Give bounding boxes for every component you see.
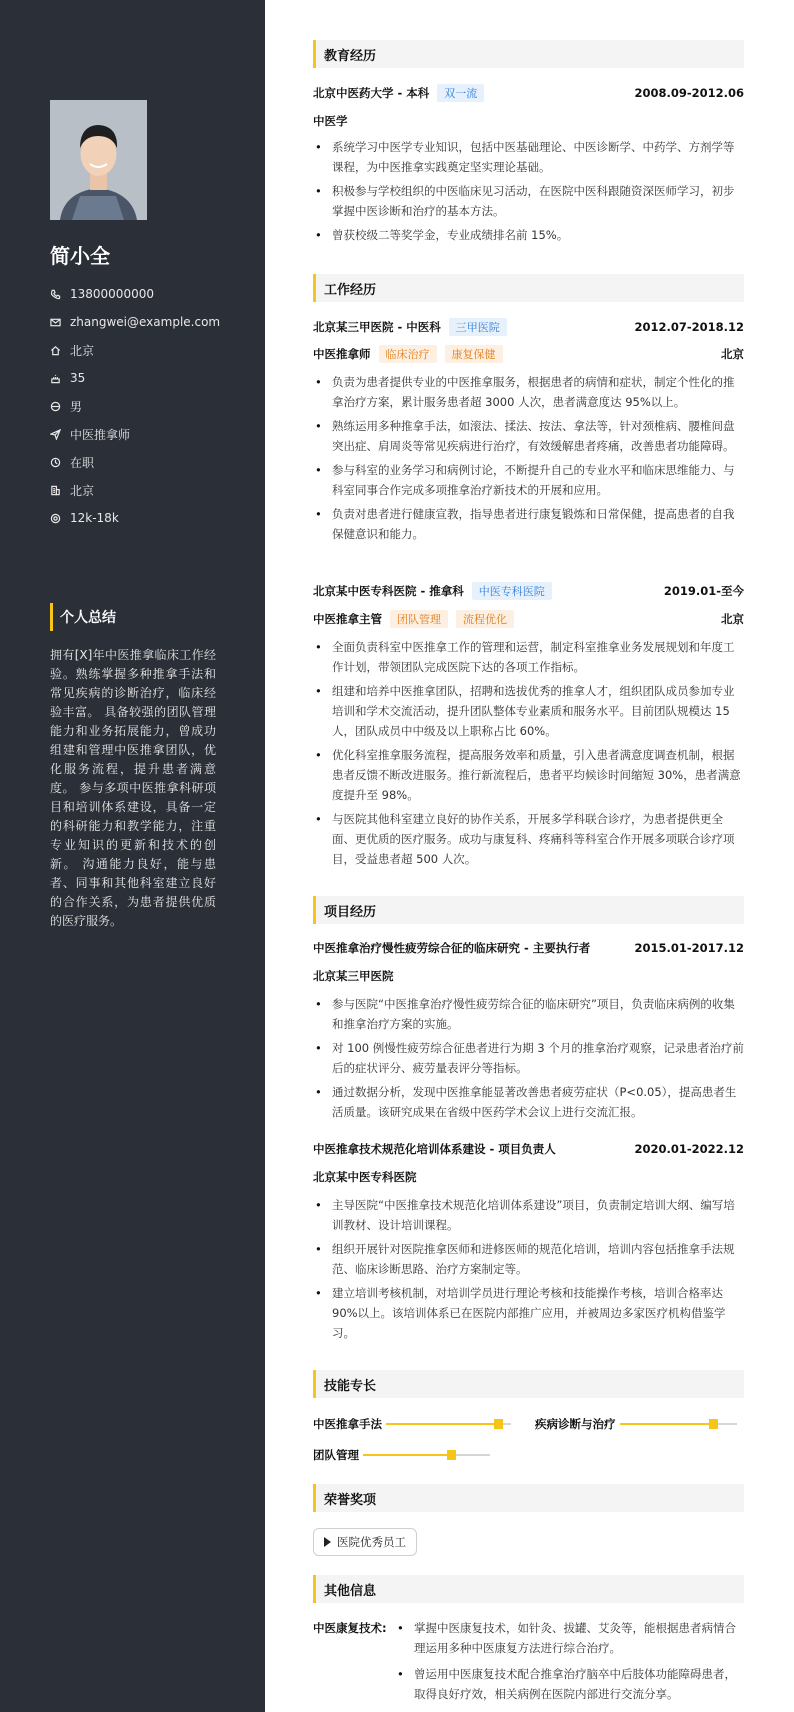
job-2-bullets <box>313 637 744 873</box>
education-bullets <box>313 137 744 249</box>
info-city <box>50 476 220 504</box>
info-gender-text: 男 <box>70 399 83 414</box>
job-1-date: 2012.07-2018.12 <box>634 320 744 334</box>
list-item: • 建立培训考核机制，对培训学员进行理论考核和技能操作考核，培训合格率达 90%以上。该培训体系已在医院内部推广应用，并被周边多家医疗机构借鉴学习。 <box>313 1283 744 1343</box>
project-1-name: 中医推拿治疗慢性疲劳综合征的临床研究 - 主要执行者 <box>313 941 591 955</box>
info-email <box>50 308 220 336</box>
skill-1-bar-fill <box>386 1423 499 1425</box>
honor-item-1-label: 医院优秀员工 <box>337 1535 406 1549</box>
job-2-tag: 中医专科医院 <box>472 582 552 600</box>
send-icon <box>50 429 70 440</box>
skill-item-2 <box>535 1416 737 1432</box>
list-item: • 优化科室推拿服务流程，提高服务效率和质量，引入患者满意度调查机制，根据患者反馈不断改进服务。推行新流程后，患者平均候诊时间缩短 30%，患者满意度提升至 98%。 <box>313 745 744 805</box>
list-item: • 通过数据分析，发现中医推拿能显著改善患者疲劳症状（P<0.05），提高患者生活质量。该研究成果在省级中医药学术会议上进行交流汇报。 <box>313 1082 744 1122</box>
info-email-text: zhangwei@example.com <box>70 315 221 329</box>
info-position-text: 中医推拿师 <box>70 427 131 442</box>
list-item: • 主导医院“中医推拿技术规范化培训体系建设”项目，负责制定培训大纲、编写培训教材、设计培训课程。 <box>313 1195 744 1235</box>
building-icon <box>50 485 70 496</box>
job-1-city: 北京 <box>721 347 744 361</box>
project-2-header <box>313 1141 744 1157</box>
info-position <box>50 420 220 448</box>
phone-icon <box>50 289 70 300</box>
info-status-text: 在职 <box>70 455 95 470</box>
contact-info-list <box>50 280 220 532</box>
mail-icon <box>50 317 70 328</box>
list-item: • 组织开展针对医院推拿医师和进修医师的规范化培训，培训内容包括推拿手法规范、临床诊断思路、治疗方案制定等。 <box>313 1239 744 1279</box>
job-1-tag-2: 康复保健 <box>445 345 503 363</box>
skill-2-bar-knob <box>709 1419 718 1429</box>
gender-icon <box>50 401 70 412</box>
project-2-date: 2020.01-2022.12 <box>634 1142 744 1156</box>
education-major: 中医学 <box>313 114 348 128</box>
skill-2-bar <box>620 1423 737 1425</box>
education-header <box>313 84 744 102</box>
list-item: • 曾获校级二等奖学金，专业成绩排名前 15%。 <box>313 225 744 245</box>
job-2-org: 北京某中医专科医院 - 推拿科 <box>313 584 464 598</box>
job-1-org: 北京某三甲医院 - 中医科 <box>313 320 441 334</box>
other-section-title: 其他信息 <box>313 1575 744 1603</box>
info-salary-text: 12k-18k <box>70 511 119 525</box>
age-icon <box>50 373 70 384</box>
skill-item-1 <box>313 1416 511 1432</box>
work-section-title: 工作经历 <box>313 274 744 302</box>
project-2-org: 北京某中医专科医院 <box>313 1170 417 1184</box>
skill-3-name: 团队管理 <box>313 1448 359 1462</box>
salary-icon <box>50 513 70 524</box>
project-1-bullets <box>313 994 744 1126</box>
info-age <box>50 364 220 392</box>
skill-3-bar-knob <box>447 1450 456 1460</box>
skill-1-name: 中医推拿手法 <box>313 1417 382 1431</box>
info-city-text: 北京 <box>70 483 95 498</box>
job-2-tag-1: 团队管理 <box>390 610 448 628</box>
skills-section-title: 技能专长 <box>313 1370 744 1398</box>
projects-section-title: 项目经历 <box>313 896 744 924</box>
profile-name: 简小全 <box>50 244 110 268</box>
education-tag: 双一流 <box>437 84 484 102</box>
job-2-tag-2: 流程优化 <box>456 610 514 628</box>
info-location <box>50 336 220 364</box>
play-triangle-icon <box>324 1537 331 1547</box>
list-item: • 负责对患者进行健康宣教，指导患者进行康复锻炼和日常保健，提高患者的自我保健意识和能力。 <box>313 504 744 544</box>
list-item: • 熟练运用多种推拿手法，如滚法、揉法、按法、拿法等，针对颈椎病、腰椎间盘突出症、肩周炎等常见疾病进行治疗，有效缓解患者疼痛，改善患者功能障碍。 <box>313 416 744 456</box>
other-bullets <box>395 1618 744 1710</box>
job-1-bullets <box>313 372 744 548</box>
honor-item-1[interactable] <box>313 1528 417 1556</box>
list-item: • 曾运用中医康复技术配合推拿治疗脑卒中后肢体功能障碍患者，取得良好疗效，相关病例在医院内部进行交流分享。 <box>395 1664 744 1704</box>
list-item: • 组建和培养中医推拿团队，招聘和选拔优秀的推拿人才，组织团队成员参加专业培训和学术交流活动，提升团队整体专业素质和服务水平。目前团队规模达 15 人，团队成员中中级及以上职称占比 60%。 <box>313 681 744 741</box>
summary-title: 个人总结 <box>50 603 116 631</box>
project-1-header <box>313 940 744 956</box>
project-2-bullets <box>313 1195 744 1347</box>
info-location-text: 北京 <box>70 343 95 358</box>
honors-section-title: 荣誉奖项 <box>313 1484 744 1512</box>
project-2-name: 中医推拿技术规范化培训体系建设 - 项目负责人 <box>313 1142 556 1156</box>
job-1-role: 中医推拿师 <box>313 347 371 361</box>
education-section-title: 教育经历 <box>313 40 744 68</box>
education-major-row <box>313 113 744 129</box>
info-status <box>50 448 220 476</box>
education-date: 2008.09-2012.06 <box>634 86 744 100</box>
job-2-header <box>313 582 744 600</box>
list-item: • 参与科室的业务学习和病例讨论，不断提升自己的专业水平和临床思维能力、与科室同事合作完成多项推拿治疗新技术的开展和应用。 <box>313 460 744 500</box>
info-phone <box>50 280 220 308</box>
list-item: • 对 100 例慢性疲劳综合征患者进行为期 3 个月的推拿治疗观察，记录患者治疗前后的症状评分、疲劳量表评分等指标。 <box>313 1038 744 1078</box>
job-2-role: 中医推拿主管 <box>313 612 382 626</box>
list-item: • 负责为患者提供专业的中医推拿服务，根据患者的病情和症状，制定个性化的推拿治疗方案，累计服务患者超 3000 人次，患者满意度达 95%以上。 <box>313 372 744 412</box>
job-1-tag-1: 临床治疗 <box>379 345 437 363</box>
job-1-role-row <box>313 345 744 363</box>
sidebar <box>0 0 265 1712</box>
skill-2-name: 疾病诊断与治疗 <box>535 1417 616 1431</box>
job-1-tag: 三甲医院 <box>449 318 507 336</box>
avatar <box>50 100 147 220</box>
project-1-org: 北京某三甲医院 <box>313 969 394 983</box>
job-1-header <box>313 318 744 336</box>
skill-3-bar-fill <box>363 1454 452 1456</box>
other-label: 中医康复技术: <box>313 1621 387 1635</box>
info-age-text: 35 <box>70 371 86 385</box>
list-item: • 全面负责科室中医推拿工作的管理和运营，制定科室推拿业务发展规划和年度工作计划，带领团队完成医院下达的各项工作指标。 <box>313 637 744 677</box>
project-1-date: 2015.01-2017.12 <box>634 941 744 955</box>
job-2-date: 2019.01-至今 <box>663 584 744 598</box>
home-icon <box>50 345 70 356</box>
project-2-org-row <box>313 1169 744 1185</box>
avatar-photo <box>50 100 147 220</box>
info-phone-text: 13800000000 <box>70 287 154 301</box>
skill-2-bar-fill <box>620 1423 714 1425</box>
project-1-org-row <box>313 968 744 984</box>
list-item: • 掌握中医康复技术，如针灸、拔罐、艾灸等，能根据患者病情合理运用多种中医康复方法进行综合治疗。 <box>395 1618 744 1658</box>
skill-1-bar <box>386 1423 511 1425</box>
skill-3-bar <box>363 1454 490 1456</box>
summary-text: 拥有[X]年中医推拿临床工作经验。熟练掌握多种推拿手法和常见疾病的诊断治疗，临床经验丰富。 具备较强的团队管理能力和业务拓展能力，曾成功组建和管理中医推拿团队，优化服务流程，提升患者满意度。 参与多项中医推拿科研项目和培训体系建设，具备一定的科研能力和教学能力，注重专业知识的更新和技术的创新。 沟通能力良好，能与患者、同事和其他科室建立良好的合作关系，为患者提供优质的医疗服务。 <box>50 648 216 928</box>
skill-1-bar-knob <box>494 1419 503 1429</box>
education-school: 北京中医药大学 - 本科 <box>313 86 430 100</box>
list-item: • 积极参与学校组织的中医临床见习活动，在医院中医科跟随资深医师学习，初步掌握中医诊断和治疗的基本方法。 <box>313 181 744 221</box>
list-item: • 参与医院“中医推拿治疗慢性疲劳综合征的临床研究”项目，负责临床病例的收集和推拿治疗方案的实施。 <box>313 994 744 1034</box>
skill-item-3 <box>313 1447 490 1463</box>
list-item: • 与医院其他科室建立良好的协作关系，开展多学科联合诊疗，为患者提供更全面、更优质的医疗服务。成功与康复科、疼痛科等科室合作开展多项联合诊疗项目，受益患者超 500 人次。 <box>313 809 744 869</box>
job-2-role-row <box>313 610 744 628</box>
info-salary <box>50 504 220 532</box>
status-icon <box>50 457 70 468</box>
info-gender <box>50 392 220 420</box>
list-item: • 系统学习中医学专业知识，包括中医基础理论、中医诊断学、中药学、方剂学等课程，为中医推拿实践奠定坚实理论基础。 <box>313 137 744 177</box>
job-2-city: 北京 <box>721 612 744 626</box>
